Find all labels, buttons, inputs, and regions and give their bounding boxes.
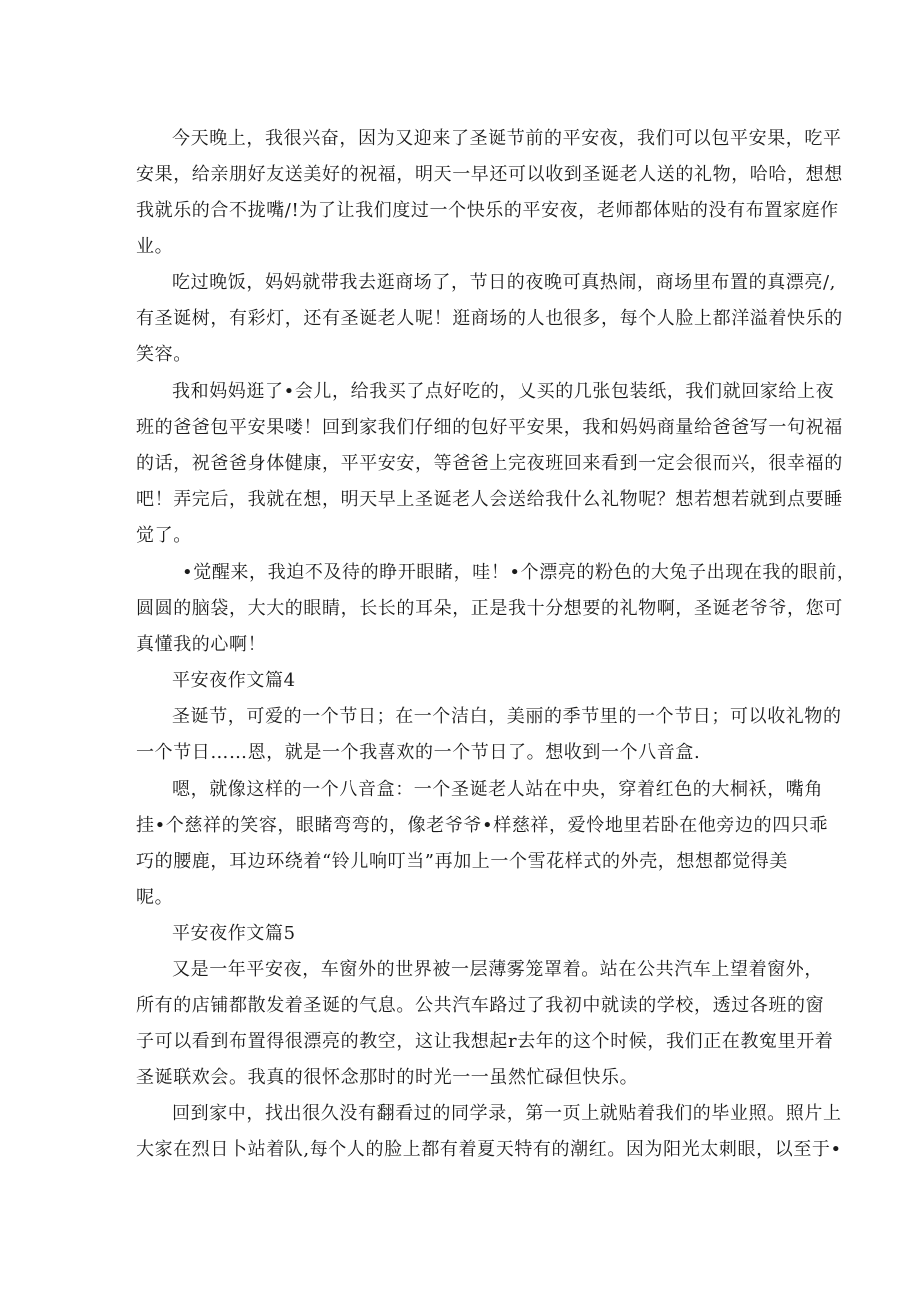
- text-line: 圣诞节，可爱的一个节日；在一个洁白，美丽的季节里的一个节日；可以收礼物的: [172, 706, 842, 727]
- text-line: 大家在烈日卜站着队,每个人的脸上都有着夏天特有的潮红。因为阳光太刺眼，以至于•: [136, 1139, 842, 1160]
- section-heading: 平安夜作文篇4: [172, 670, 296, 691]
- text-line: 安果，给亲朋好友送美好的祝福，明天一早还可以收到圣诞老人送的礼物，哈哈，想想: [136, 164, 843, 185]
- text-line: 所有的店铺都散发着圣诞的气息。公共汽车路过了我初中就读的学校，透过各班的窗: [136, 995, 825, 1016]
- text-line: 呢。: [136, 887, 174, 908]
- text-line: 又是一年平安夜，车窗外的世界被一层薄雾笼罩着。站在公共汽车上望着窗外，: [172, 959, 823, 980]
- text-line: 嗯，就像这样的一个八音盒：一个圣诞老人站在中央，穿着红色的大桐袄，嘴角: [172, 779, 823, 800]
- text-line: 我就乐的合不拢嘴/!为了让我们度过一个快乐的平安夜，老师都体贴的没有布置家庭作: [136, 200, 839, 221]
- section-heading: 平安夜作文篇5: [172, 923, 296, 944]
- text-line: 的话，祝爸爸身体健康，平平安安，等爸爸上完夜班回来看到一定会很而兴，很幸福的: [136, 453, 843, 474]
- text-line: 业。: [136, 236, 174, 257]
- text-line: 今天晚上，我很兴奋，因为又迎来了圣诞节前的平安夜，我们可以包平安果，吃平: [172, 128, 842, 149]
- text-line: 真懂我的心啊！: [136, 634, 267, 655]
- text-line: 吧！弄完后，我就在想，明天早上圣诞老人会送给我什么礼物呢？想若想若就到点要睡: [136, 489, 843, 510]
- text-line: 觉了。: [136, 525, 192, 546]
- text-line: 圣诞联欢会。我真的很怀念那时的时光一一虽然忙碌但快乐。: [136, 1067, 639, 1088]
- text-line: 一个节日……恩，就是一个我喜欢的一个节日了。想收到一个八音盒.: [136, 742, 701, 763]
- text-line: 巧的腰鹿，耳边环绕着“铃儿响叮当”再加上一个雪花样式的外壳，想想都觉得美: [136, 851, 789, 872]
- text-line: 笑容。: [136, 344, 192, 365]
- text-line: 吃过晚饭，妈妈就带我去逛商场了，节日的夜晚可真热闹，商场里布置的真漂亮/,: [172, 272, 836, 293]
- text-line: 有圣诞树，有彩灯，还有圣诞老人呢！逛商场的人也很多，每个人脸上都洋溢着快乐的: [136, 308, 843, 329]
- text-line: •觉醒来，我迫不及待的睁开眼睹，哇！•个漂亮的粉色的大兔子出现在我的眼前，: [182, 562, 856, 583]
- text-line: 班的爸爸包平安果喽！回到家我们仔细的包好平安果，我和妈妈商量给爸爸写一句祝福: [136, 417, 843, 438]
- text-line: 挂•个慈祥的笑容，眼睹弯弯的，像老爷爷•样慈祥，爱怜地里若卧在他旁边的四只乖: [136, 815, 829, 836]
- text-line: 回到家中，找出很久没有翻看过的同学录，第一页上就贴着我们的毕业照。照片上: [172, 1103, 842, 1124]
- text-line: 我和妈妈逛了•会儿，给我买了点好吃的，乂买的几张包装纸，我们就回家给上夜: [172, 381, 835, 402]
- text-line: 子可以看到布置得很漂亮的教空，这让我想起r去年的这个时候，我们正在教寃里开着: [136, 1031, 834, 1052]
- text-line: 圆圆的脑袋，大大的眼睛，长长的耳朵，正是我十分想要的礼物啊，圣诞老爷爷，您可: [136, 598, 843, 619]
